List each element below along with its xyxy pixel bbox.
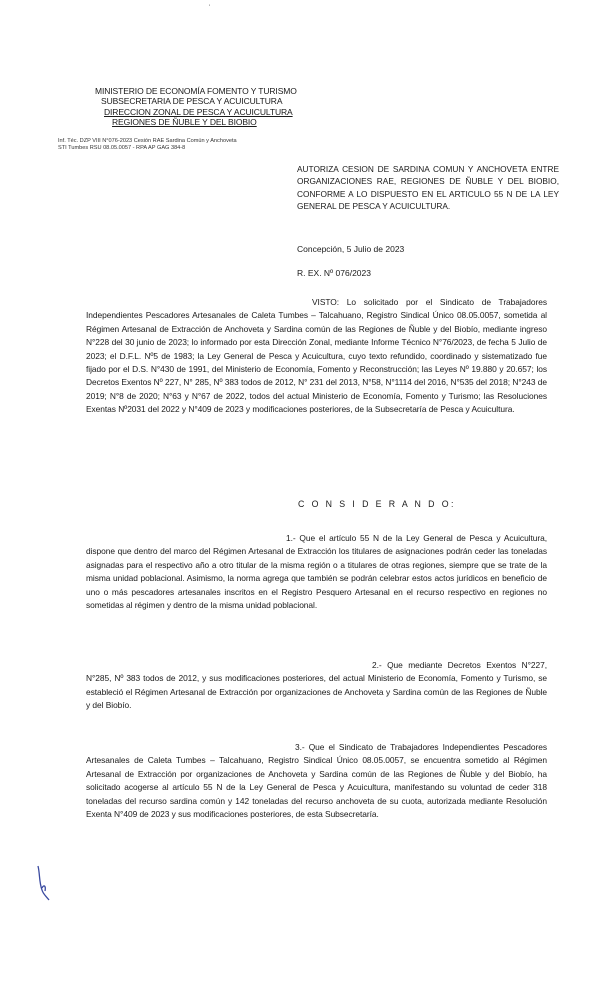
resolution-number: R. EX. Nº 076/2023 [297,268,371,278]
reference-line-1: Inf. Téc. DZP VIII N°076-2023 Cesión RAE Sardina Común y Anchoveta [58,138,237,144]
visto-text: VISTO: Lo solicitado por el Sindicato de Trabajadores Independientes Pescadores Artesanales de Caleta Tumbes – Talcahuano, Registro Sindical Único 08.05.0057, sometida al Régimen Artesanal de Extracción de Anchoveta y Sardina común de las Regiones de Ñuble y del Biobío, mediante ingreso N°228 del 30 junio de 2023; lo informado por esta Dirección Zonal, mediante Informe Técnico N°76/2023, de fecha 5 Julio de 2023; el D.F.L. Nº5 de 1983; la Ley General de Pesca y Acuicultura, cuyo texto refundido, coordinado y sistematizado fue fijado por el D.S. N°430 de 1991, del Ministerio de Economía, Fomento y Reconstrucción; las Leyes Nº 19.880 y 20.657; los Decretos Exentos Nº 227, N° 285, Nº 383 todos de 2012, N° 231 del 2013, N°58, N°1114 del 2016, N°535 del 2018; N°243 de 2019; N°8 de 2020; N°63 y N°67 de 2022, todos del actual Ministerio de Economía, Fomento y Turismo; las Resoluciones Exentas Nº2031 del 2022 y N°409 de 2023 y modificaciones posteriores, de la Subsecretaría de Pesca y Acuicultura. [86,297,547,415]
considerando-2-text: 2.- Que mediante Decretos Exentos N°227, N°285, Nº 383 todos de 2012, y sus modificaciones posteriores, del actual Ministerio de Economía, Fomento y Turismo, se estableció el Régimen Artesanal de Extracción por organizaciones de Anchoveta y Sardina común de las Regiones de Ñuble y del Biobío. [86,660,547,711]
header-regiones: REGIONES DE ÑUBLE Y DEL BIOBIO [112,117,257,128]
visto-paragraph [86,296,547,417]
ministry-header [95,86,297,128]
resolution-title: AUTORIZA CESION DE SARDINA COMUN Y ANCHOVETA ENTRE ORGANIZACIONES RAE, REGIONES DE ÑUBLE Y DEL BIOBIO, CONFORME A LO DISPUESTO EN EL ARTICULO 55 N DE LA LEY GENERAL DE PESCA Y ACUICULTURA. [297,164,559,212]
considerando-1-text: 1.- Que el artículo 55 N de la Ley General de Pesca y Acuicultura, dispone que dentro del marco del Régimen Artesanal de Extracción los titulares de asignaciones podrán ceder las toneladas asignadas para el respectivo año a otro titular de la misma región o a titulares de otras regiones, siempre que se trate de la misma unidad poblacional. Asimismo, la norma agrega que también se podrán celebrar estos actos jurídicos en beneficio de uno o más pescadores artesanales inscritos en el Registro Pesquero Artesanal en el recurso respectivo en regiones no sometidas al régimen y dentro de la misma unidad poblacional. [86,533,547,611]
reference-line-2: STI Tumbes RSU 08.05.0057 - RPA AP GAG 384-8 [58,145,186,152]
considerando-1 [86,532,547,612]
place-date: Concepción, 5 Julio de 2023 [297,244,405,254]
signature-mark [34,864,54,902]
considerando-heading: C O N S I D E R A N D O: [298,499,456,509]
header-direccion-zonal: DIRECCION ZONAL DE PESCA Y ACUICULTURA [104,106,293,117]
header-subsecretaria: SUBSECRETARIA DE PESCA Y ACUICULTURA [101,96,283,107]
considerando-3-text: 3.- Que el Sindicato de Trabajadores Independientes Pescadores Artesanales de Caleta Tumbes – Talcahuano, Registro Sindical Único 08.05.0057, se encuentra sometido al Régimen Artesanal de Extracción por organizaciones de Anchoveta y Sardina común de las Regiones de Ñuble y del Biobío, ha solicitado acogerse al artículo 55 N de la Ley General de Pesca y Acuicultura, manifestando su voluntad de ceder 318 toneladas del recurso sardina común y 142 toneladas del recurso anchoveta de su cuota, autorizada mediante Resolución Exenta N°409 de 2023 y sus modificaciones posteriores, de esta Subsecretaría. [86,742,547,820]
considerando-2 [86,659,547,713]
header-ministry: MINISTERIO DE ECONOMÍA FOMENTO Y TURISMO [95,86,297,96]
top-mark: ' [209,5,211,11]
considerando-3 [86,741,547,821]
reference-block [58,138,237,153]
